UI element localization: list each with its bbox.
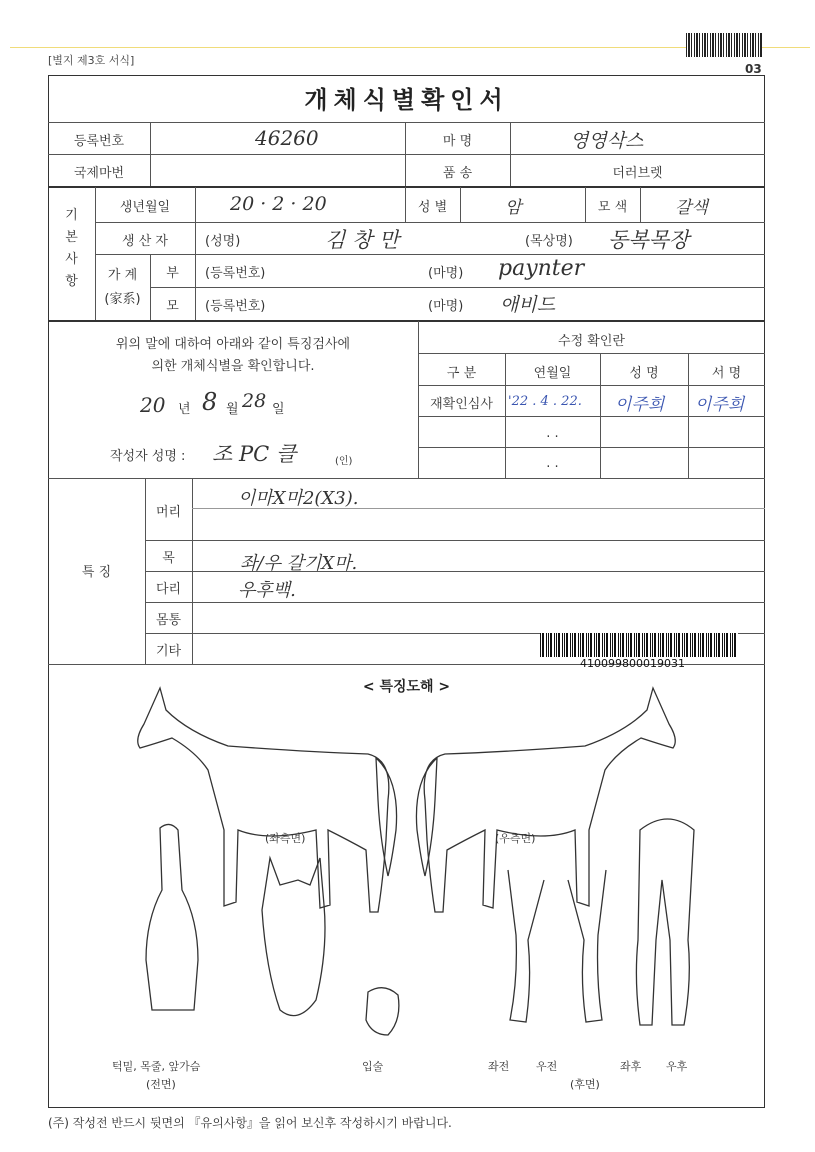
diagram-hind-right-label: 우후: [666, 1060, 688, 1073]
breed-value: 더러브렛: [612, 166, 663, 181]
diagram-title: < 특징도해 >: [362, 679, 451, 695]
cert-day: 28: [242, 390, 267, 412]
sire-reg-no-hint: (등록번호): [205, 266, 266, 281]
features-section-label: 특 징: [81, 565, 112, 580]
horse-name-label: 마 명: [442, 134, 473, 149]
feature-label-head: 머리: [155, 505, 182, 520]
cert-month-label: 월: [226, 402, 239, 417]
cert-year: 20: [140, 393, 166, 417]
sire-label: 부: [166, 266, 179, 281]
feature-value-legs: 우후백.: [238, 580, 296, 601]
cert-month: 8: [202, 388, 218, 416]
pedigree-hanja-label: (家系): [104, 292, 141, 307]
producer-label: 생 산 자: [122, 234, 168, 249]
cert-year-label: 년: [178, 402, 191, 417]
tracking-barcode: [540, 633, 738, 657]
sex-value: 암: [505, 198, 522, 218]
coat-color-value: 갈색: [675, 198, 708, 218]
diagram-left-side-label: (좌측면): [265, 832, 306, 845]
diagram-front-right-label: 우전: [536, 1060, 558, 1073]
birth-date-label: 생년월일: [119, 200, 171, 215]
registration-number-value: 46260: [255, 126, 319, 150]
diagram-lips-label: 입술: [362, 1060, 384, 1073]
dam-name-value: 애비드: [500, 294, 556, 316]
certification-statement-line1: 위의 말에 대하여 아래와 같이 특징검사에: [115, 337, 351, 352]
horse-diagram-illustration: [48, 680, 765, 1050]
registration-number-label: 등록번호: [73, 134, 125, 149]
horse-name-value: 영영삭스: [570, 130, 644, 152]
page-number: 03: [745, 62, 762, 76]
farm-name-hint: (목상명): [525, 234, 573, 249]
feature-value-head: 이마X마2(X3).: [238, 488, 359, 509]
birth-date-value: 20 · 2 · 20: [230, 193, 327, 215]
breed-label: 품 송: [442, 166, 473, 181]
cert-day-label: 일: [272, 402, 285, 417]
coat-color-label: 모 색: [597, 200, 628, 215]
revision-col-type: 구 분: [446, 366, 477, 381]
farm-name-value: 동복목장: [608, 228, 690, 252]
revision-col-name: 성 명: [629, 366, 659, 381]
international-number-label: 국제마번: [73, 166, 125, 181]
revision-row-date: '22 . 4 . 22.: [508, 394, 582, 409]
dam-label: 모: [166, 299, 179, 314]
certification-statement-line2: 의한 개체식별을 확인합니다.: [151, 359, 315, 374]
sire-name-hint: (마명): [428, 266, 464, 281]
producer-name-hint: (성명): [205, 234, 241, 249]
author-label: 작성자 성명 :: [110, 449, 186, 464]
feature-label-body: 몸통: [155, 613, 182, 628]
revision-row-date: . .: [546, 456, 559, 471]
revision-row-name: 이주희: [615, 395, 665, 415]
form-code: [별지 제3호 서식]: [48, 54, 135, 67]
revision-col-date: 연월일: [533, 366, 572, 381]
revision-row-date: . .: [546, 426, 559, 441]
sire-name-value: paynter: [498, 256, 585, 281]
feature-value-neck: 좌/우 갈기X마.: [240, 553, 358, 574]
footnote: (주) 작성전 반드시 뒷면의 『유의사항』을 읽어 보신후 작성하시기 바랍니다.: [48, 1116, 452, 1130]
revision-title: 수정 확인란: [558, 334, 625, 349]
feature-label-legs: 다리: [155, 582, 182, 597]
revision-row-type: 재확인심사: [430, 397, 493, 412]
diagram-rear-group-label: (후면): [570, 1078, 600, 1091]
seal-label: (인): [335, 456, 353, 467]
document-title: 개체식별확인서: [304, 86, 509, 114]
pedigree-label: 가 계: [107, 268, 138, 283]
basic-info-section-label: 기 본 사 항: [65, 208, 78, 289]
tracking-barcode-number: 410099800019031: [580, 657, 685, 670]
diagram-right-side-label: (우측면): [495, 832, 536, 845]
feature-label-neck: 목: [162, 551, 175, 566]
diagram-front-group-label: (전면): [146, 1078, 176, 1091]
author-signature: 조 PC 클: [212, 442, 297, 466]
diagram-hind-left-label: 좌후: [620, 1060, 642, 1073]
diagram-front-label: 턱밑, 목줄, 앞가슴: [112, 1060, 201, 1073]
feature-label-other: 기타: [155, 644, 182, 659]
dam-name-hint: (마명): [428, 299, 464, 314]
revision-row-signature: 이주희: [695, 395, 745, 415]
diagram-front-left-label: 좌전: [488, 1060, 510, 1073]
document-barcode: [686, 33, 762, 57]
revision-col-signature: 서 명: [711, 366, 742, 381]
producer-name-value: 김 창 만: [325, 228, 400, 252]
dam-reg-no-hint: (등록번호): [205, 299, 266, 314]
sex-label: 성 별: [417, 200, 448, 215]
